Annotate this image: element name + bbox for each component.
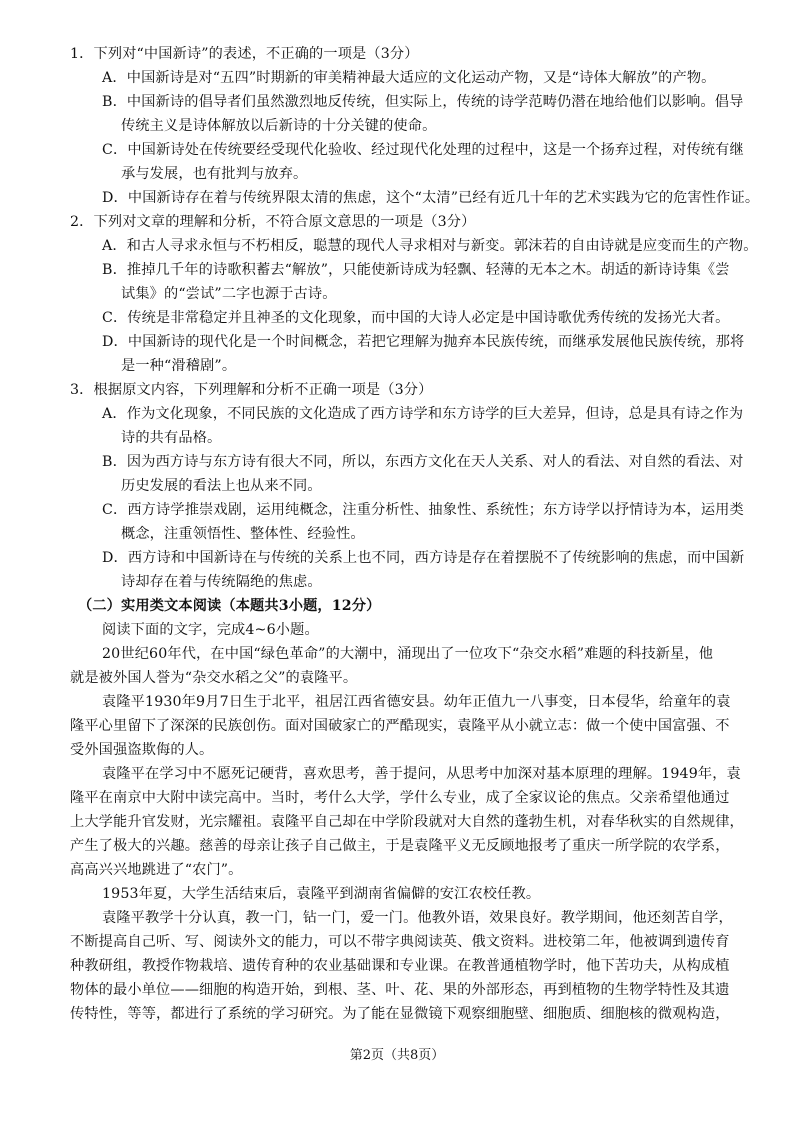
section-heading: （二）实用类文本阅读（本题共3小题，12分）	[78, 598, 381, 614]
passage-p2-line1: 袁隆平1930年9月7日生于北平，祖居江西省德安县。幼年正值九一八事变，日本侵华，给童年的袁	[102, 694, 731, 710]
question-1-stem: 1．下列对“中国新诗”的表述，不正确的一项是（3分）	[70, 46, 419, 62]
passage-p3-line5: 高高兴兴地跳进了“农门”。	[70, 862, 243, 878]
q1-option-a: A．中国新诗是对“五四”时期新的审美精神最大适应的文化运动产物，又是“诗体大解放”的产物。	[102, 70, 716, 86]
q2-option-c: C．传统是非常稳定并且神圣的文化现象，而中国的大诗人必定是中国诗歌优秀传统的发扬光大者。	[102, 310, 730, 326]
passage-p3-line3: 上大学能升官发财，光宗耀祖。袁隆平自己却在中学阶段就对大自然的蓬勃生机，对春华秋实的自然规律，	[70, 814, 744, 830]
passage-p2-line3: 受外国强盗欺侮的人。	[70, 742, 214, 758]
passage-p4-line1: 1953年夏，大学生活结束后，袁隆平到湖南省偏僻的安江农校任教。	[102, 886, 541, 902]
q2-option-b-cont: 试集》的“尝试”二字也源于古诗。	[121, 286, 337, 302]
q1-option-c-cont: 承与发展，也有批判与放弃。	[121, 166, 308, 182]
q1-option-c: C．中国新诗处在传统要经受现代化验收、经过现代化处理的过程中，这是一个扬弃过程，对传统有继	[102, 142, 744, 158]
q2-option-b: B．推掉几千年的诗歌积蓄去“解放”，只能使新诗成为轻飘、轻薄的无本之木。胡适的新诗诗集《尝	[102, 262, 730, 278]
q3-option-d-cont: 诗却存在着与传统隔绝的焦虑。	[121, 574, 322, 590]
passage-p1-line2: 就是被外国人誉为“杂交水稻之父”的袁隆平。	[70, 670, 358, 686]
q3-option-d: D．西方诗和中国新诗在与传统的关系上也不同，西方诗是存在着摆脱不了传统影响的焦虑，而中国新	[102, 550, 745, 566]
passage-p3-line1: 袁隆平在学习中不愿死记硬背，喜欢思考，善于提问，从思考中加深对基本原理的理解。1949年，袁	[102, 766, 741, 782]
question-2-stem: 2．下列对文章的理解和分析，不符合原文意思的一项是（3分）	[70, 214, 476, 230]
passage-p5-line2: 不断提高自己听、写、阅读外文的能力，可以不带字典阅读英、俄文资料。进校第二年，他被调到遗传育	[70, 934, 730, 950]
passage-p1-line1: 20世纪60年代，在中国“绿色革命”的大潮中，涌现出了一位攻下“杂交水稻”难题的科技新星，他	[102, 646, 714, 662]
passage-p2-line2: 隆平心里留下了深深的民族创伤。面对国破家亡的严酷现实，袁隆平从小就立志：做一个使中国富强、不	[70, 718, 730, 734]
q2-option-d: D．中国新诗的现代化是一个时间概念，若把它理解为抛弃本民族传统，而继承发展他民族传统，那将	[102, 334, 745, 350]
passage-p3-line2: 隆平在南京中大附中读完高中。当时，考什么大学，学什么专业，成了全家议论的焦点。父亲希望他通过	[70, 790, 730, 806]
q3-option-c-cont: 概念，注重领悟性、整体性、经验性。	[121, 526, 365, 542]
page-number-footer: 第2页（共8页）	[349, 1048, 445, 1063]
q1-option-b-cont: 传统主义是诗体解放以后新诗的十分关键的使命。	[121, 118, 437, 134]
q2-option-a: A．和古人寻求永恒与不朽相反，聪慧的现代人寻求相对与新变。郭沫若的自由诗就是应变而生的产物。	[102, 238, 758, 254]
passage-p3-line4: 产生了极大的兴趣。慈善的母亲让孩子自己做主，于是袁隆平义无反顾地报考了重庆一所学院的农学系，	[70, 838, 730, 854]
passage-p5-line3: 种教研组，教授作物栽培、遗传育种的农业基础课和专业课。在教普通植物学时，他下苦功夫，从构成植	[70, 958, 730, 974]
passage-p5-line1: 袁隆平教学十分认真，教一门，钻一门，爱一门。他教外语，效果良好。教学期间，他还刻苦自学，	[102, 910, 733, 926]
q2-option-d-cont: 是一种“滑稽剧”。	[121, 358, 237, 374]
q3-option-a-cont: 诗的共有品格。	[121, 430, 222, 446]
q3-option-b: B．因为西方诗与东方诗有很大不同，所以，东西方文化在天人关系、对人的看法、对自然的看法、对	[102, 454, 744, 470]
question-3-stem: 3．根据原文内容，下列理解和分析不正确一项是（3分）	[70, 382, 433, 398]
q1-option-d: D．中国新诗存在着与传统界限太清的焦虑，这个“太清”已经有近几十年的艺术实践为它的危害性作证。	[102, 190, 760, 206]
q3-option-a: A．作为文化现象，不同民族的文化造成了西方诗学和东方诗学的巨大差异，但诗，总是具有诗之作为	[102, 406, 744, 422]
q3-option-c: C．西方诗学推崇戏剧，运用纯概念，注重分析性、抽象性、系统性；东方诗学以抒情诗为本，运用类	[102, 502, 744, 518]
passage-p5-line5: 传特性，等等，都进行了系统的学习研究。为了能在显微镜下观察细胞壁、细胞质、细胞核的微观构造，	[70, 1006, 730, 1022]
q1-option-b: B．中国新诗的倡导者们虽然激烈地反传统，但实际上，传统的诗学范畴仍潜在地给他们以影响。倡导	[102, 94, 744, 110]
passage-p5-line4: 物体的最小单位——细胞的构造开始，到根、茎、叶、花、果的外部形态，再到植物的生物学特性及其遗	[70, 982, 730, 998]
reading-instruction: 阅读下面的文字，完成4~6小题。	[102, 622, 319, 638]
q3-option-b-cont: 历史发展的看法上也从来不同。	[121, 478, 322, 494]
